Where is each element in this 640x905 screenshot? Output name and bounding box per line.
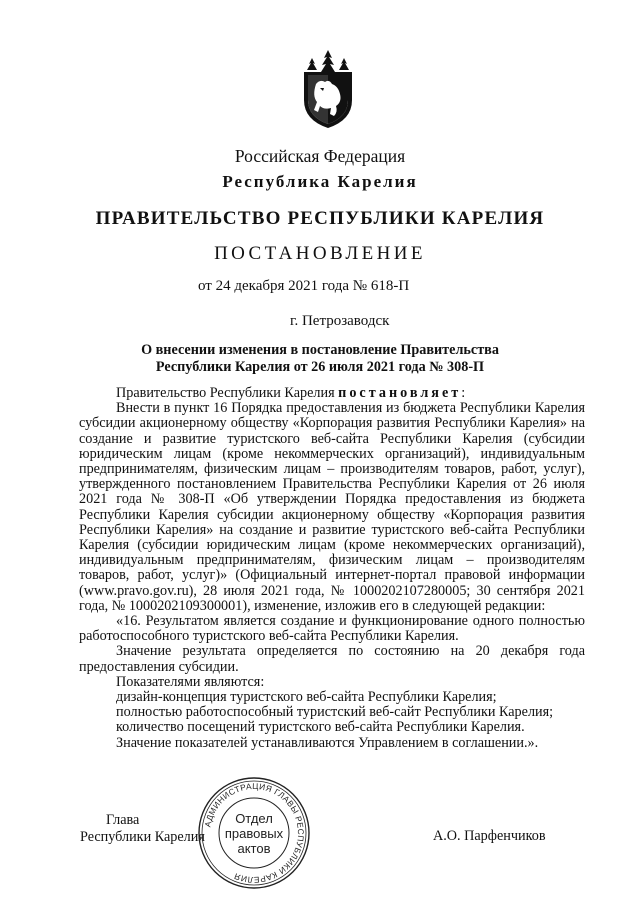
body-paragraph: Внести в пункт 16 Порядка предоставления из бюджета Республики Карелия субсидии акционерному обществу «Корпорация развития Республики Карелия» на создание и развитие туристского веб-сайта Республики Карелия (субсидии юридическим лицам (кроме некоммерческих организаций), индивидуальным предпринимателям, физическим лицам – производителям товаров, работ, услуг), утвержденного постановлением Правительства Республики Карелия от 26 июля 2021 года № 308-П «Об утверждении Порядка предоставления из бюджета Республики Карелия субсидии акционерному обществу «Корпорация развития Республики Карелия» на создание и развитие туристского веб-сайта Республики Карелия (субсидии юридическим лицам (кроме некоммерческих организаций), индивидуальным предпринимателям, физическим лицам – производителям товаров, работ, услуг)» (Официальный интернет-портал правовой информации (www.pravo.gov.ru), 28 июля 2021 года, № 1000202107280005; 30 сентября 2021 года, № 1000202109300001), изменение, изложив его в следующей редакции: [79,400,585,614]
signatory-name: А.О. Парфенчиков [433,828,546,844]
stamp-ring-text: АДМИНИСТРАЦИЯ ГЛАВЫ РЕСПУБЛИКИ КАРЕЛИЯ [202,780,307,886]
preamble-text: Правительство Республики Карелия [116,385,339,401]
body-paragraph: Значение результата определяется по состоянию на 20 декабря года предоставления субсидии. [79,643,585,675]
body-paragraph: Показателями являются: [116,673,265,690]
preamble-colon: : [461,385,466,401]
body-paragraph: полностью работоспособный туристский веб-сайт Республики Карелия; [116,704,554,721]
stamp-line: правовых [224,826,284,841]
body-paragraph: дизайн-концепция туристского веб-сайта Республики Карелия; [116,689,497,706]
official-stamp [196,775,312,891]
karelia-coat-of-arms-icon [298,48,358,130]
document-type: ПОСТАНОВЛЕНИЕ [214,243,426,264]
subject-line: О внесении изменения в постановление Правительства [141,342,499,358]
subject-line: Республики Карелия от 26 июля 2021 года № 308-П [155,359,485,375]
signatory-title [80,812,205,846]
document-subject [0,342,640,376]
body-paragraph: Значение показателей устанавливаются Управлением в соглашении.». [116,734,539,751]
country-name: Российская Федерация [234,146,406,166]
document-body [79,386,585,751]
body-paragraph [79,386,585,401]
resolves-word: постановляет [338,385,462,401]
signatory-title-line: Республики Карелия [80,829,205,845]
republic-name: Республика Карелия [222,172,418,191]
document-city: г. Петрозаводск [290,313,390,329]
signatory-title-line: Глава [106,812,140,828]
stamp-line: Отдел [235,811,273,826]
body-paragraph: количество посещений туристского веб-сайта Республики Карелия. [116,719,525,736]
government-title: ПРАВИТЕЛЬСТВО РЕСПУБЛИКИ КАРЕЛИЯ [95,208,545,229]
document-date-number: от 24 декабря 2021 года № 618-П [198,278,410,294]
stamp-line: актов [237,841,271,856]
body-paragraph: «16. Результатом является создание и функционирование одного полностью работоспособного туристского веб-сайта Республики Карелия. [79,613,585,645]
